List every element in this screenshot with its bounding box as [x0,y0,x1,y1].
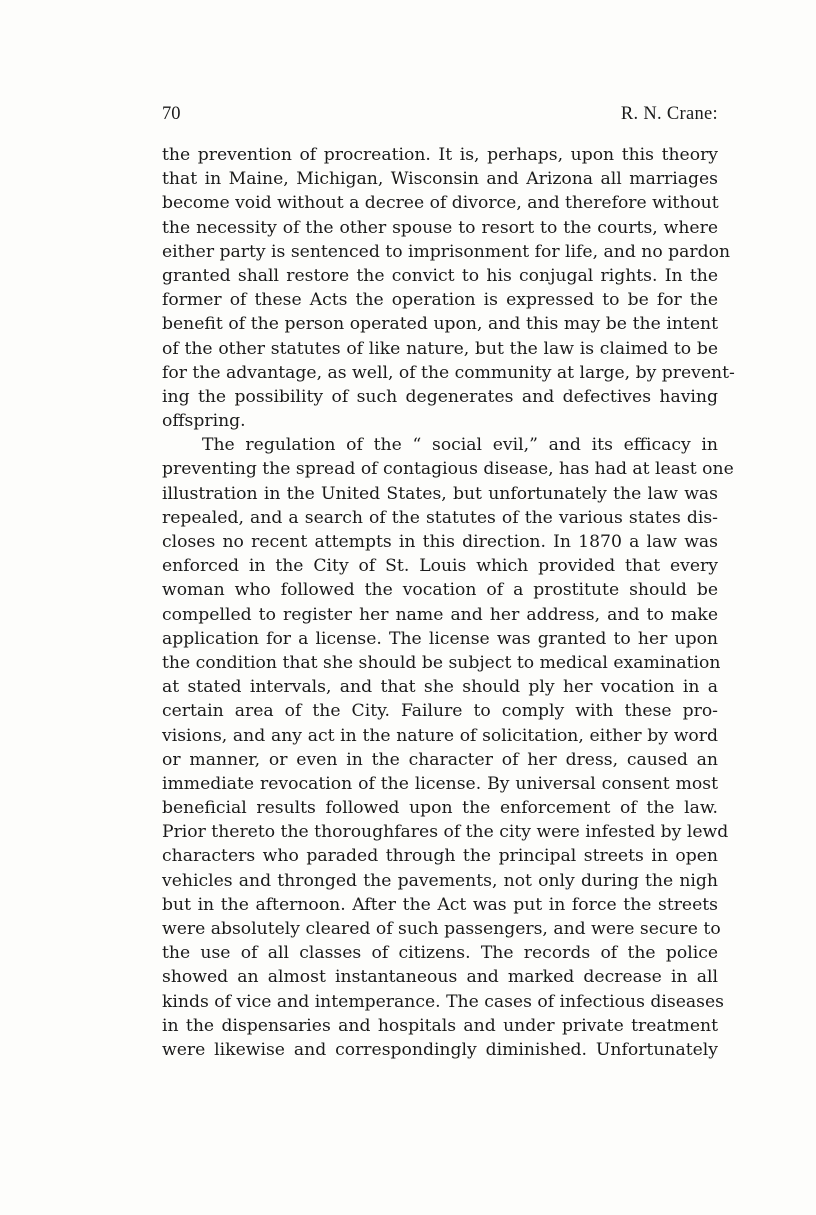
text-line: the condition that she should be subject to medical examination [162,652,721,673]
text-line: preventing the spread of contagious disease, has had at least one [162,459,734,480]
text-line: the use of all classes of citizens. The records of the police [162,943,718,964]
text-line: for the advantage, as well, of the community at large, by prevent- [162,362,735,383]
text-line: that in Maine, Michigan, Wisconsin and Arizona all marriages [162,169,718,190]
running-title: R. N. Crane: [620,104,718,124]
text-line: compelled to register her name and her address, and to make [162,604,718,625]
text-line: benefit of the person operated upon, and this may be the intent [162,314,718,335]
text-line: woman who followed the vocation of a prostitute should be [162,580,718,601]
paragraph-2 [162,433,734,1062]
text-line: showed an almost instantaneous and marked decrease in all [162,967,718,988]
text-line: offspring. [162,411,246,432]
text-line: were likewise and correspondingly diminished. Unfortunately [162,1039,718,1060]
text-line: in the dispensaries and hospitals and under private treatment [162,1015,718,1036]
body-text [162,143,735,1062]
paragraph-1 [162,143,735,433]
text-line: of the other statutes of like nature, but the law is claimed to be [162,338,718,359]
text-line: vehicles and thronged the pavements, not only during the nigh [162,870,718,891]
text-line: either party is sentenced to imprisonment for life, and no pardon [162,241,731,262]
text-line: enforced in the City of St. Louis which provided that every [162,556,718,577]
text-line: illustration in the United States, but unfortunately the law was [162,483,718,504]
text-line: The regulation of the “ social evil,” and its efficacy in [202,435,718,456]
text-line: closes no recent attempts in this direction. In 1870 a law was [162,532,718,552]
text-line: repealed, and a search of the statutes of the various states dis- [162,507,718,528]
text-line: ing the possibility of such degenerates and defectives having [162,386,718,407]
text-line: beneficial results followed upon the enforcement of the law. [162,798,718,819]
text-line: visions, and any act in the nature of solicitation, either by word [162,725,718,746]
text-line: or manner, or even in the character of her dress, caused an [162,749,718,770]
text-line: immediate revocation of the license. By universal consent most [162,773,718,794]
text-line: granted shall restore the convict to his conjugal rights. In the [162,265,718,286]
page-number: 70 [162,104,181,124]
text-line: but in the afternoon. After the Act was put in force the streets [162,894,718,915]
text-line: were absolutely cleared of such passengers, and were secure to [162,919,721,939]
text-line: the prevention of procreation. It is, perhaps, upon this theory [162,145,718,165]
text-line: application for a license. The license was granted to her upon [162,628,718,649]
text-line: become void without a decree of divorce, and therefore without [162,193,719,214]
text-line: the necessity of the other spouse to resort to the courts, where [162,217,718,238]
text-line: certain area of the City. Failure to comply with these pro- [162,701,718,722]
text-line: kinds of vice and intemperance. The cases of infectious diseases [162,991,724,1012]
running-head [162,104,718,128]
text-line: characters who paraded through the principal streets in open [162,846,718,867]
text-line: former of these Acts the operation is expressed to be for the [162,290,718,311]
text-line: at stated intervals, and that she should ply her vocation in a [162,677,718,698]
text-line: Prior thereto the thoroughfares of the city were infested by lewd [162,822,729,843]
